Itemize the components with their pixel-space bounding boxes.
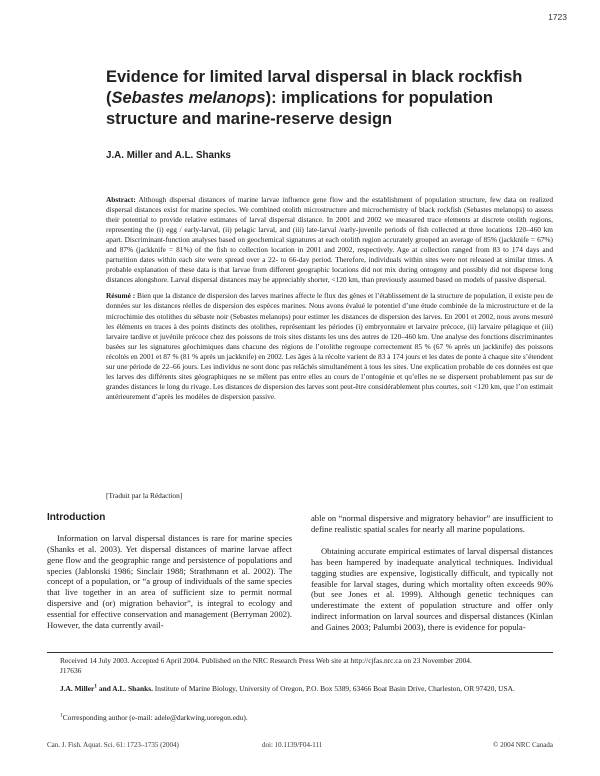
article-title xyxy=(106,67,546,130)
resume-text: Bien que la distance de dispersion des larves marines affecte le flux des gènes et l’établissement de la structure de population, il existe peu de données sur les distances réelles de dispersion des espèces marines. Nous avons évalué le potentiel d’une étude combinée de la microstructure et de la microchimie des otolithes du sébaste noir (Sebastes melanops) pour estimer les distances de dispersion des larves. En 2001 et 2002, nous avons mesuré les éléments en traces à des points distincts des otolithes, représentant les périodes (i) embryonnaire et larvaire précoce, (ii) larvaire pélagique et (iii) larvaire tardive et juvénile précoce chez des poissons de trois sites distants les uns des autres de 120–460 km. Une analyse des fonctions discriminantes basées sur les signatures géochimiques dans chacune des régions de l’otolithe regroupe correctement 85 % (67 % après un jackknife) des poissons récoltés en 2001 et 87 % (81 % après un jackknife) en 2002. Les âges à la récolte varient de 83 à 174 jours et les dates de ponte à chaque site s’étendent sur une période de 22–66 jours. Les individus ne sont donc pas relâchés simultanément à tous les sites. Une explication probable de ces données est que les larves des différents sites géographiques ne se mêlent pas entre elles au cours de l’ontogénie et qu’elles ne se dispersent probablement pas sur de grandes distances le long du rivage. Les distances de dispersion des larves sont peut-être considérablement plus courtes, soit <120 km, que l’on estimait antérieurement d’après les modèles de dispersion passive. xyxy=(106,291,554,401)
title-species: Sebastes melanops xyxy=(111,89,266,107)
doi: doi: 10.1139/F04-111 xyxy=(262,741,323,749)
intro-column-2-continuation: able on “normal dispersive and migratory behavior” are insufficient to define realistic spatial scales for nearly all marine populations. xyxy=(311,513,553,534)
corresponding-superscript: 1 xyxy=(60,712,63,719)
title-part-1: Evidence for limited larval dispersal in black rockfish ( xyxy=(106,68,523,107)
affiliation-address: Institute of Marine Biology, University of Oregon, P.O. Box 5389, 63466 Boat Basin Drive, Charleston, OR 97420, USA. xyxy=(154,684,515,693)
corresponding-note xyxy=(60,713,530,723)
manuscript-id: J17636 xyxy=(60,665,82,675)
resume-label: Résumé : xyxy=(106,291,136,301)
affiliation-note xyxy=(60,684,530,694)
title-part-2: ): implications for population structure and marine-reserve design xyxy=(106,89,493,128)
resume-paragraph xyxy=(106,291,553,402)
abstract-paragraph xyxy=(106,195,553,285)
abstract-text: Although dispersal distances of marine larvae influence gene flow and the establishment of population structure, few data on realized dispersal distances exist for marine species. We combined otolith microstructure and microchemistry of black rockfish (Sebastes melanops) to assess their potential to provide relative estimates of larval dispersal distance. In 2001 and 2002 we measured trace elements at discrete otolith regions, representing the (i) egg / early-larval, (ii) pelagic larval, and (iii) late-larval /early-juvenile periods of fish collected at three locations 120–460 km apart. Discriminant-function analyses based on geochemical signatures at each otolith region accurately grouped an average of 85% (jackknife = 67%) and 87% (jackknife = 81%) of the fish to collection location in 2001 and 2002, respectively. Age at collection ranged from 83 to 174 days and parturition dates within each site were spread over a 22- to 66-day period. Therefore, individuals within sites were not released at similar times. A probable explanation of these data is that larvae from different geographic locations did not mix during ontogeny and possibly did not disperse long distances alongshore. Larval dispersal distances may be appreciably shorter, <120 km, than previously assumed based on models of passive dispersal. xyxy=(106,195,553,285)
translator-note: [Traduit par la Rédaction] xyxy=(106,491,183,500)
copyright: © 2004 NRC Canada xyxy=(493,741,553,749)
journal-reference: Can. J. Fish. Aquat. Sci. 61: 1723–1735 (2004) xyxy=(47,741,179,749)
intro-column-2-paragraph: Obtaining accurate empirical estimates of larval dispersal distances has been hampered by inadequate analytical techniques. Individual tagging studies are expensive, logistically difficult, and typically not feasible for larval stages, during which mortality often exceeds 90% (but see Jones et al. 1999). Although genetic techniques can underestimate the extent of population structure and offer only indirect information on larval sources and dispersal distances (Kinlan and Gaines 2003; Palumbi 2003), there is evidence for popula- xyxy=(311,546,553,632)
intro-column-1: Information on larval dispersal distances is rare for marine species (Shanks et al. 2003). Yet dispersal distances of marine larvae affect gene flow and the geographic range and persistence of populations and species (Jablonski 1986; Sinclair 1988; Strathmann et al. 2002). The concept of a population, or “a group of individuals of the same species that live together in an area of sufficient size to permit normal dispersive and (or) migration behavior”, is integral to ecology and essential for effective conservation and management (Berryman 2002). However, the data currently avail- xyxy=(47,533,292,630)
page-number: 1723 xyxy=(548,12,567,22)
abstract-block xyxy=(106,195,553,408)
author-line: J.A. Miller and A.L. Shanks xyxy=(106,150,231,161)
introduction-heading: Introduction xyxy=(47,512,106,523)
abstract-label: Abstract: xyxy=(106,195,136,204)
received-note xyxy=(60,656,540,675)
footnote-rule xyxy=(47,652,553,653)
affiliation-author-1: J.A. Miller$^1$ and A.L. Shanks. xyxy=(60,683,153,693)
received-dates: Received 14 July 2003. Accepted 6 April 2004. Published on the NRC Research Press Web site at http://cjfas.nrc.ca on 23 November 2004. xyxy=(60,656,472,665)
corresponding-text: Corresponding author (e-mail: adele@darkwing.uoregon.edu). xyxy=(62,713,248,722)
affiliation-superscript: 1 xyxy=(94,683,98,690)
